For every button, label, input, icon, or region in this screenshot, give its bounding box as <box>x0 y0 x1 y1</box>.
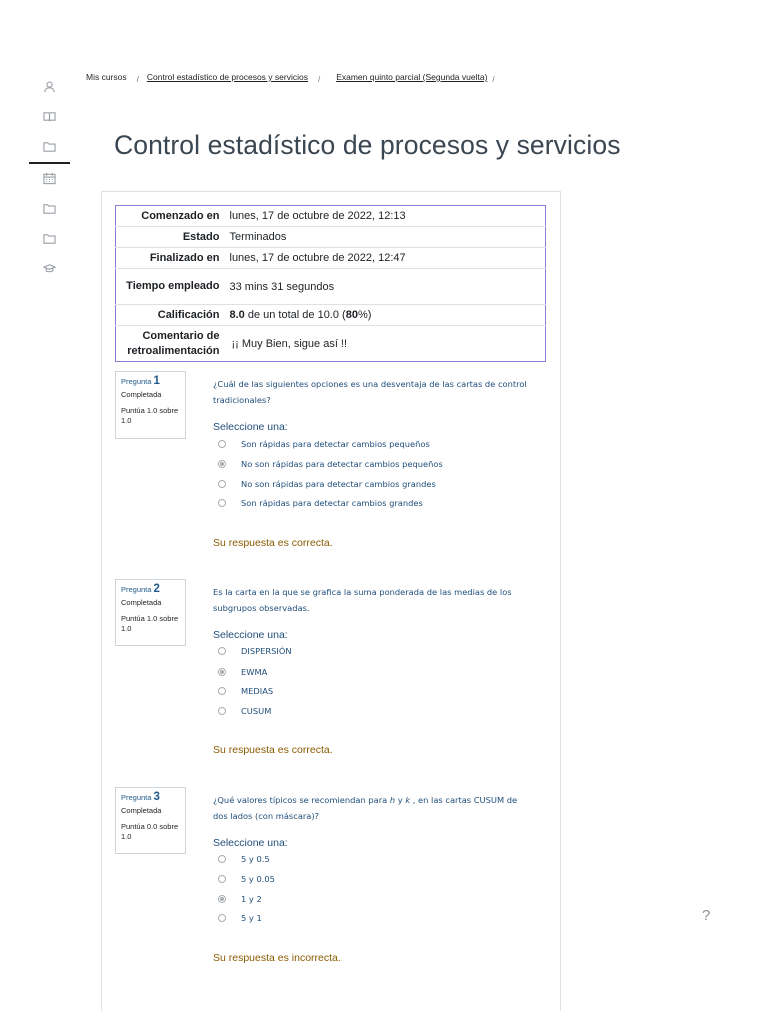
option-label: 5 y 1 <box>241 913 262 923</box>
question-prefix: Pregunta <box>121 793 152 802</box>
calendar-icon[interactable] <box>28 168 70 188</box>
question-grade: Puntúa 1.0 sobre 1.0 <box>121 406 179 425</box>
radio-button[interactable] <box>218 647 226 655</box>
summary-value <box>226 305 546 326</box>
graduation-cap-icon[interactable] <box>28 258 70 278</box>
option-label: DISPERSIÓN <box>241 646 292 656</box>
summary-label: Finalizado en <box>116 248 226 269</box>
summary-value: ¡¡ Muy Bien, sigue así !! <box>226 326 546 362</box>
answer-option[interactable] <box>218 646 292 656</box>
radio-button[interactable] <box>218 668 226 676</box>
option-label: No son rápidas para detectar cambios pequeños <box>241 459 443 469</box>
answer-option[interactable] <box>218 706 271 716</box>
summary-row <box>116 305 546 326</box>
summary-row <box>116 206 546 227</box>
breadcrumb-item-course[interactable]: Control estadístico de procesos y servicios <box>146 72 308 82</box>
answer-option[interactable] <box>218 439 430 449</box>
answer-option[interactable] <box>218 854 270 864</box>
math-variable-k: k <box>405 795 411 805</box>
answer-option[interactable] <box>218 686 273 696</box>
question-number-value: 3 <box>153 791 160 803</box>
answer-feedback: Su respuesta es incorrecta. <box>213 952 341 964</box>
summary-value: lunes, 17 de octubre de 2022, 12:47 <box>226 248 546 269</box>
summary-label: Comenzado en <box>141 209 220 222</box>
radio-button[interactable] <box>218 687 226 695</box>
select-one-prompt: Seleccione una: <box>213 837 288 849</box>
breadcrumb-item-my-courses[interactable]: Mis cursos <box>86 72 127 82</box>
question-info-2 <box>115 579 186 646</box>
question-number <box>121 377 180 387</box>
question-text-part: , en las cartas CUSUM de dos lados (con máscara)? <box>213 795 518 821</box>
summary-value: Terminados <box>226 227 546 248</box>
option-label: 5 y 0.05 <box>241 874 275 884</box>
question-text: ¿Cuál de las siguientes opciones es una desventaja de las cartas de control tradicionales? <box>213 379 527 405</box>
question-state: Completada <box>121 805 162 815</box>
radio-button[interactable] <box>218 855 226 863</box>
answer-feedback: Su respuesta es correcta. <box>213 744 333 756</box>
select-one-prompt: Seleccione una: <box>213 629 288 641</box>
summary-row <box>116 227 546 248</box>
answer-option[interactable] <box>218 874 275 884</box>
breadcrumb-item-exam[interactable]: Examen quinto parcial (Segunda vuelta) <box>336 72 488 82</box>
question-text <box>213 793 531 824</box>
radio-button[interactable] <box>218 707 226 715</box>
answer-option[interactable] <box>218 894 262 904</box>
question-number <box>121 585 180 595</box>
summary-label: Estado <box>116 227 226 248</box>
answer-option[interactable] <box>218 667 267 677</box>
answer-option[interactable] <box>218 498 423 508</box>
question-state: Completada <box>121 389 162 399</box>
breadcrumb-separator: / <box>492 74 495 84</box>
option-label: Son rápidas para detectar cambios pequeños <box>241 439 430 449</box>
grade-value: 8.0 <box>229 309 245 321</box>
breadcrumb-separator: / <box>317 74 321 84</box>
radio-button[interactable] <box>218 499 226 507</box>
radio-button[interactable] <box>218 440 226 448</box>
answer-feedback: Su respuesta es correcta. <box>213 537 333 549</box>
help-button[interactable]: ? <box>702 907 711 924</box>
question-text: Es la carta en la que se grafica la suma ponderada de las medias de los subgrupos observadas. <box>213 587 512 613</box>
option-label: MEDIAS <box>241 686 274 696</box>
attempt-summary-table <box>115 205 546 362</box>
answer-option[interactable] <box>218 479 436 489</box>
radio-button[interactable] <box>218 895 226 903</box>
question-prefix: Pregunta <box>121 377 152 386</box>
radio-button[interactable] <box>218 460 226 468</box>
option-label: 1 y 2 <box>241 894 262 904</box>
radio-button[interactable] <box>218 875 226 883</box>
question-number-value: 2 <box>153 583 160 595</box>
question-prefix: Pregunta <box>121 585 152 594</box>
grade-total: de un total de 10.0 ( <box>244 309 346 321</box>
option-label: CUSUM <box>241 706 272 716</box>
summary-row <box>116 248 546 269</box>
folder-icon[interactable] <box>28 198 70 218</box>
summary-value: lunes, 17 de octubre de 2022, 12:13 <box>229 210 406 222</box>
question-number <box>121 793 180 803</box>
summary-label: Tiempo empleado <box>116 269 226 305</box>
option-label: 5 y 0.5 <box>241 854 270 864</box>
option-label: EWMA <box>241 667 268 677</box>
radio-button[interactable] <box>218 480 226 488</box>
summary-label: Calificación <box>116 305 226 326</box>
page-title: Control estadístico de procesos y servicios <box>114 130 621 160</box>
radio-button[interactable] <box>218 914 226 922</box>
active-indicator <box>29 162 70 164</box>
question-text-part: ¿Qué valores típicos se recomiendan para <box>213 795 390 805</box>
question-number-value: 1 <box>153 375 160 387</box>
answer-option[interactable] <box>218 459 443 469</box>
option-label: Son rápidas para detectar cambios grandes <box>241 498 423 508</box>
answer-option[interactable] <box>218 913 262 923</box>
user-icon[interactable] <box>28 76 70 96</box>
breadcrumb <box>86 72 503 82</box>
summary-row <box>116 326 546 362</box>
question-state: Completada <box>121 597 162 607</box>
select-one-prompt: Seleccione una: <box>213 421 288 433</box>
summary-value: 33 mins 31 segundos <box>226 269 546 305</box>
grade-percent: 80 <box>345 309 358 321</box>
folder-icon[interactable] <box>28 136 70 156</box>
summary-label: Comentario de retroalimentación <box>116 326 226 362</box>
folder-icon[interactable] <box>28 228 70 248</box>
breadcrumb-separator: / <box>136 74 139 84</box>
question-grade: Puntúa 1.0 sobre 1.0 <box>121 614 179 633</box>
option-label: No son rápidas para detectar cambios grandes <box>241 479 436 489</box>
question-info-1 <box>115 371 186 439</box>
book-icon[interactable] <box>28 106 70 126</box>
question-info-3 <box>115 787 186 854</box>
question-text-part: y <box>395 795 406 805</box>
grade-percent-sign: %) <box>357 309 372 321</box>
question-grade: Puntúa 0.0 sobre 1.0 <box>121 822 179 841</box>
summary-row <box>116 269 546 305</box>
math-variable-h: h <box>389 795 396 805</box>
